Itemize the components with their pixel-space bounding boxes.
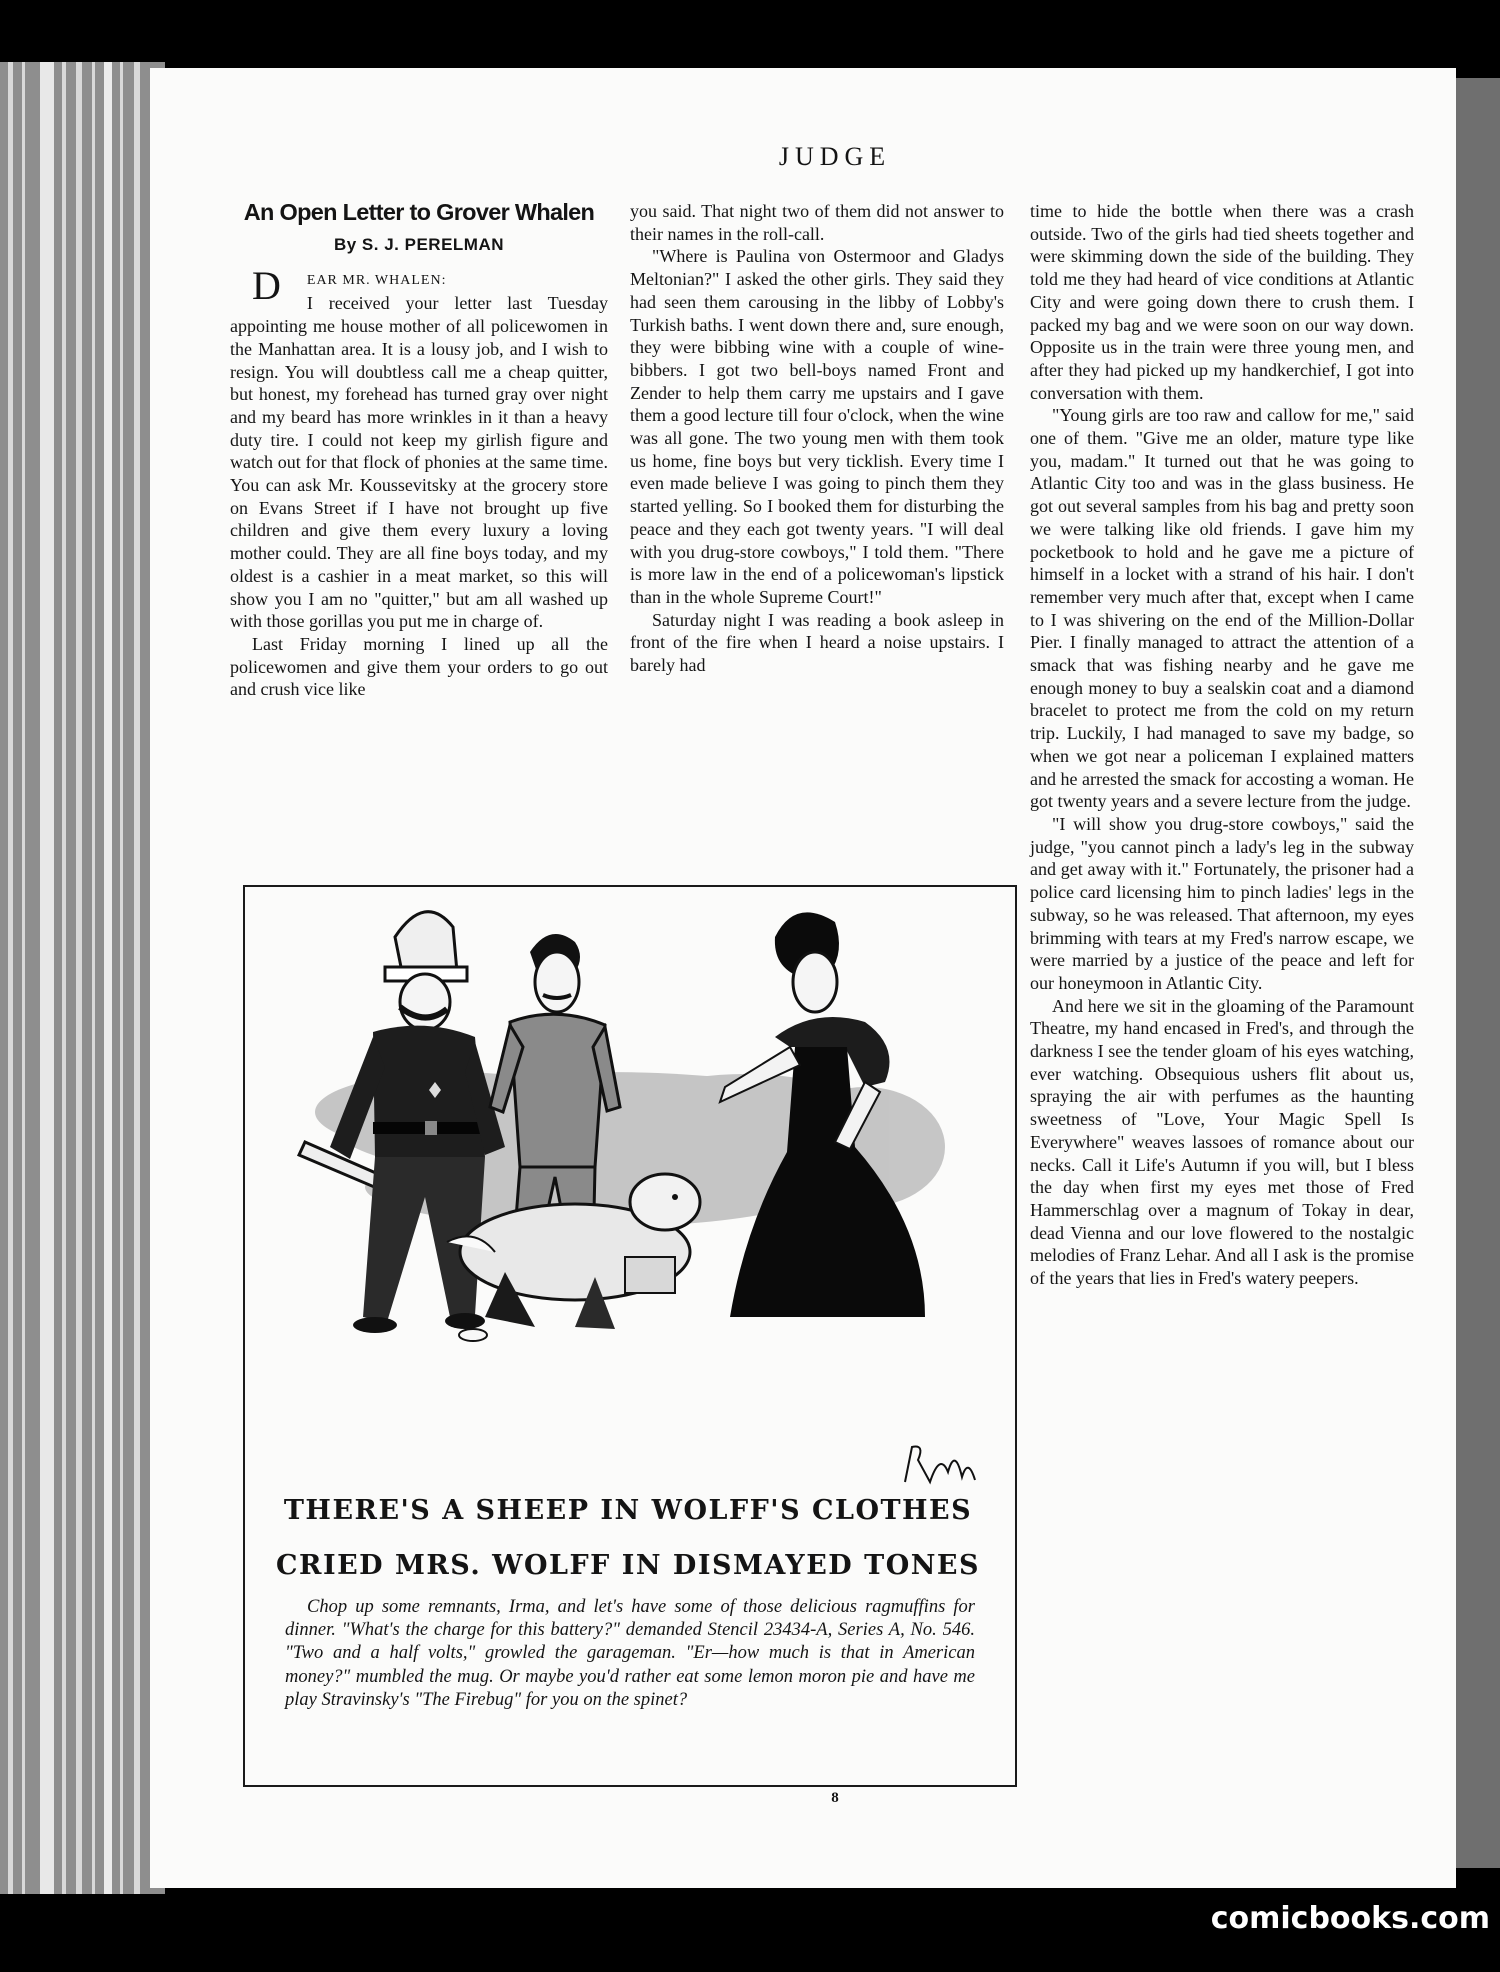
article-column-3 — [1030, 200, 1414, 1290]
watermark: comicbooks.com — [1210, 1901, 1490, 1936]
cartoon-caption-line-1: THERE'S A SHEEP IN WOLFF'S CLOTHES — [283, 1495, 973, 1526]
article-byline: By S. J. PERELMAN — [333, 235, 505, 254]
article-paragraph: I received your letter last Tuesday appointing me house mother of all policewomen in the Manhattan area. It is a lousy job, and I wish to resign. You will doubtless call me a cheap quitter, but honest, my forehead has turned gray over night and my beard has more wrinkles in it than a heavy duty tire. I could not keep my girlish figure and watch out for that flock of phonies at the same time. You can ask Mr. Koussevitsky at the grocery store on Evans Street if I have not brought up five children and give them every luxury a loving mother could. They are all fine boys today, and my oldest is a cashier in a meat market, so this will show you I am no "quitter," but am all washed up with those gorillas you put me in charge of. — [230, 293, 608, 632]
book-left-page-edges — [0, 62, 165, 1894]
masthead: JUDGE — [778, 142, 892, 171]
book-right-page-edge — [1455, 78, 1500, 1868]
artist-signature — [900, 1442, 980, 1492]
cartoon-illustration — [275, 897, 985, 1377]
salutation-text: EAR MR. WHALEN: — [306, 272, 447, 288]
article-paragraph: And here we sit in the gloaming of the Paramount Theatre, my hand encased in Fred's, and through the darkness I see the tender gloam of his eyes watching, ever watching. Obsequious ushers flit about us, spraying the air with perfumes as the haunting sweetness of "Love, Your Magic Spell Is Everywhere" weaves lassoes of romance about our necks. Call it Life's Autumn if you will, but I bless the day when first my eyes met those of Fred Hammerschlag over a magnum of Tokay in dear, dead Vienna and our love flowered to the nostalgic melodies of Franz Lehar. And all I ask is the promise of the years that lies in Fred's watery peepers. — [1030, 995, 1414, 1289]
article-paragraph: "I will show you drug-store cowboys," said the judge, "you cannot pinch a lady's leg in the subway and get away with it." Fortunately, the prisoner had a police card licensing him to pinch ladies' legs in the subway, so he was released. That afternoon, my eyes brimming with tears at my Fred's narrow escape, we were married by a justice of the peace and left for our honeymoon in Atlantic City. — [1030, 813, 1414, 993]
drop-cap: D — [252, 262, 281, 308]
salutation — [230, 262, 608, 308]
page-number: 8 — [831, 1790, 839, 1806]
cartoon-joke-text: Chop up some remnants, Irma, and let's have some of those delicious ragmuffins for dinner. "What's the charge for this battery?" demanded Stencil 23434-A, Series A, No. 546. "Two and a half volts," growled the garageman. "Er—how much is that in American money?" mumbled the mug. Or maybe you'd rather eat some lemon moron pie and have me play Stravinsky's "The Firebug" for you on the spinet? — [285, 1597, 975, 1710]
article-paragraph: you said. That night two of them did not answer to their names in the roll-call. — [630, 201, 1004, 244]
article-title: An Open Letter to Grover Whalen — [243, 199, 595, 225]
article-paragraph: time to hide the bottle when there was a crash outside. Two of the girls had tied sheets together and were skimming down the side of the building. They told me they had heard of vice conditions at Atlantic City and were going down there to crush them. I packed my bag and we were soon on our way down. Opposite us in the train were three young men, and after they had picked up my handkerchief, I got into conversation with them. — [1030, 201, 1414, 403]
article-paragraph: Last Friday morning I lined up all the policewomen and give them your orders to go out and crush vice like — [230, 633, 608, 700]
article-column-1 — [230, 198, 608, 701]
article-paragraph: "Young girls are too raw and callow for me," said one of them. "Give me an older, mature type like you, madam." It turned out that he was going to Atlantic City too and was in the glass business. He got out several samples from his bag and pretty soon we were talking like old friends. I gave him my pocketbook to hold and he gave me a picture of himself in a locket with a strand of his hair. I don't remember very much after that, except when I came to I was shivering on the end of the Million-Dollar Pier. I finally managed to attract the attention of a smack that was fishing nearby and he gave me enough money to buy a sealskin coat and a diamond bracelet to protect me from the cold on my return trip. Luckily, I had managed to save my badge, so when we got near a policeman I explained matters and he arrested the smack for accosting a woman. He got twenty years and a severe lecture from the judge. — [1030, 405, 1414, 812]
article-column-2 — [630, 200, 1004, 677]
cartoon-caption-line-2: CRIED MRS. WOLFF IN DISMAYED TONES — [276, 1550, 980, 1581]
article-paragraph: Saturday night I was reading a book asleep in front of the fire when I heard a noise upstairs. I barely had — [630, 609, 1004, 676]
article-paragraph: "Where is Paulina von Ostermoor and Gladys Meltonian?" I asked the other girls. They said they had seen them carousing in the libby of Lobby's Turkish baths. I went down there and, sure enough, they were bibbing wine with a couple of wine-bibbers. I got two bell-boys named Front and Zender to help them carry me upstairs and I gave them a good lecture till four o'clock, when the wine was all gone. The two young men with them took us home, fine boys but very ticklish. Every time I even made believe I was going to pinch them they started yelling. So I booked them for disturbing the peace and they each got twenty years. "I will deal with you drug-store cowboys," I told them. "There is more law in the end of a policewoman's lipstick than in the whole Supreme Court!" — [630, 246, 1004, 607]
